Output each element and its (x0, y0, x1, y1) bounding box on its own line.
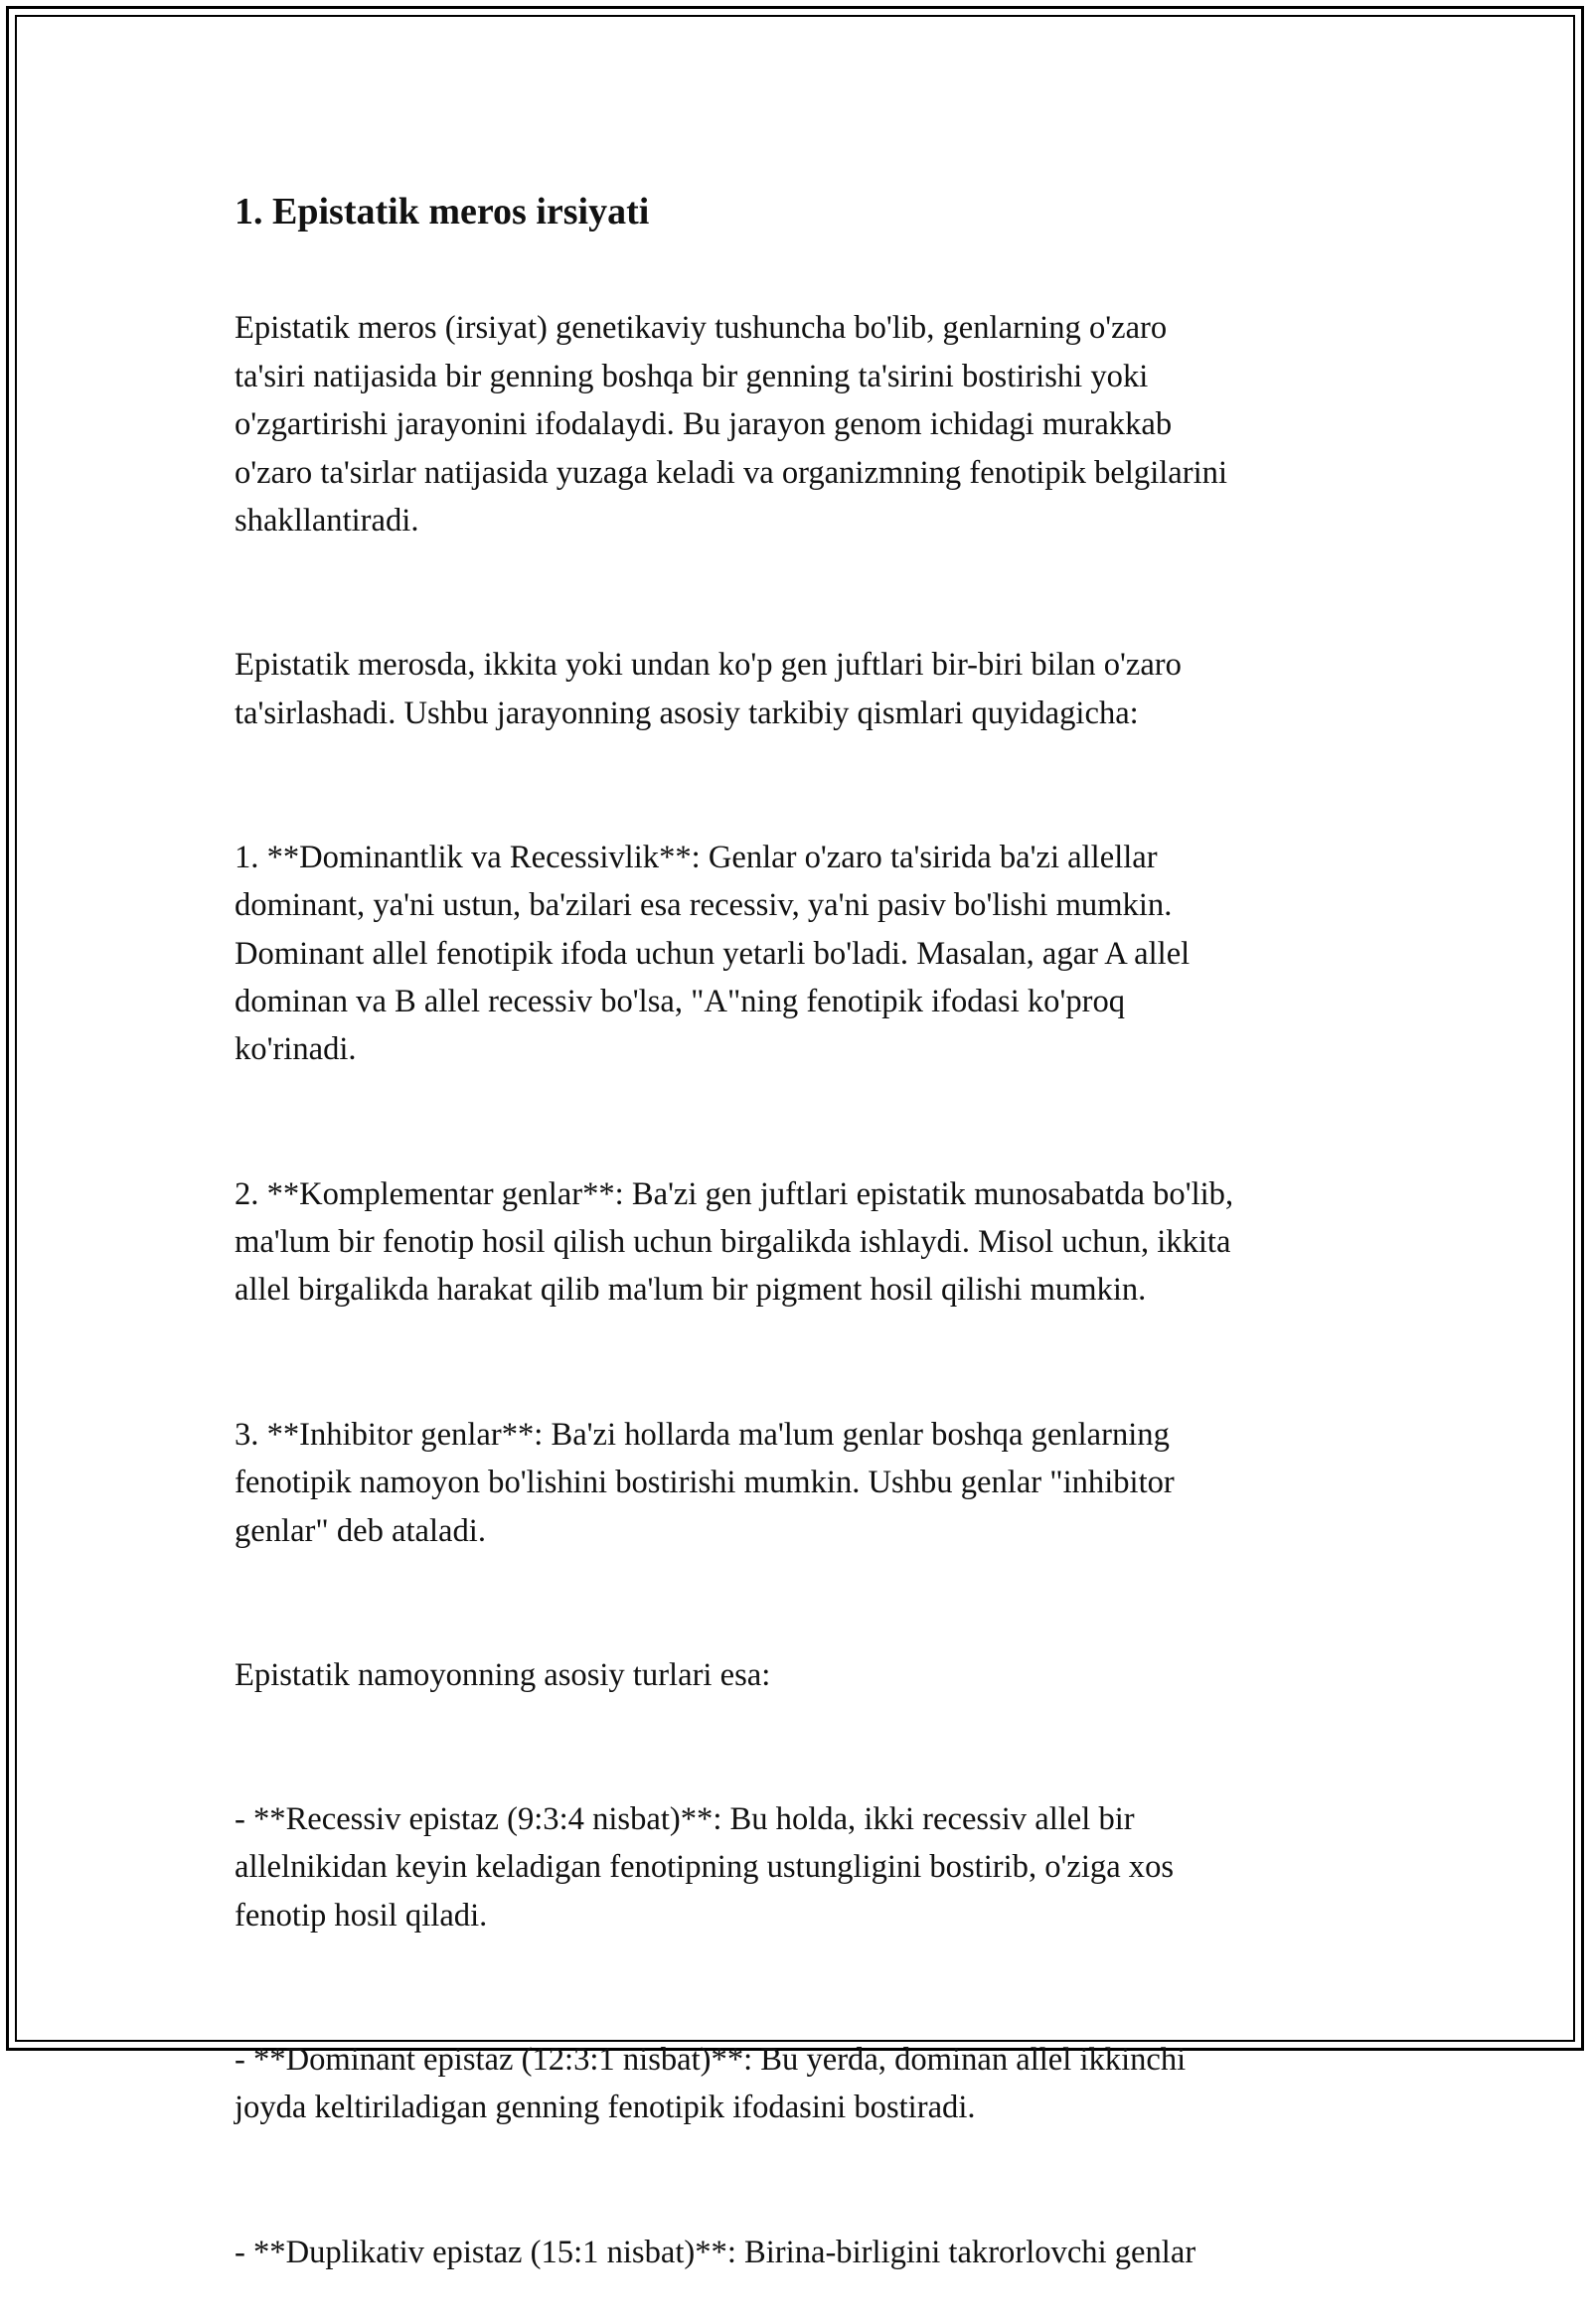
paragraph-gene-pairs: Epistatik merosda, ikkita yoki undan ko'p gen juftlari bir-biri bilan o'zaro ta'sirlashadi. Ushbu jarayonning asosiy tarkibiy qismlari quyidagicha: (235, 647, 1182, 731)
list-item-complementary: 2. **Komplementar genlar**: Ba'zi gen juftlari epistatik munosabatda bo'lib, ma'lum bir fenotip hosil qilish uchun birgalikda ishlaydi. Misol uchun, ikkita allel birgalikda harakat qilib ma'lum bir pigment hosil qilishi mumkin. (235, 1175, 1234, 1309)
paragraph-types-intro: Epistatik namoyonning asosiy turlari esa: (235, 1656, 771, 1693)
list-item-dominance: 1. **Dominantlik va Recessivlik**: Genlar o'zaro ta'sirida ba'zi allellar dominant, ya'ni ustun, ba'zilari esa recessiv, ya'ni pasiv bo'lishi mumkin. Dominant allel fenotipik ifoda uchun yetarli bo'ladi. Masalan, agar A allel dominan va B allel recessiv bo'lsa, "A"ning fenotipik ifodasi ko'proq ko'rinadi. (235, 839, 1191, 1068)
document-content (235, 187, 1377, 2324)
bullet-duplicate-epistasis: - **Duplikativ epistaz (15:1 nisbat)**: Birina-birligini takrorlovchi genlar (235, 2234, 1196, 2270)
paragraph-intro: Epistatik meros (irsiyat) genetikaviy tushuncha bo'lib, genlarning o'zaro ta'siri natijasida bir genning boshqa bir genning ta'sirini bostirishi yoki o'zgartirishi jarayonini ifodalaydi. Bu jarayon genom ichidagi murakkab o'zaro ta'sirlar natijasida yuzaga keladi va organizmning fenotipik belgilarini shakllantiradi. (235, 310, 1227, 540)
document-body (235, 256, 1377, 2324)
bullet-dominant-epistasis: - **Dominant epistaz (12:3:1 nisbat)**: Bu yerda, dominan allel ikkinchi joyda keltiriladigan genning fenotipik ifodasini bostiradi. (235, 2041, 1187, 2126)
bullet-recessive-epistasis: - **Recessiv epistaz (9:3:4 nisbat)**: Bu holda, ikki recessiv allel bir allelnikidan keyin keladigan fenotipning ustungligini bostirib, o'ziga xos fenotip hosil qiladi. (235, 1800, 1175, 1934)
document-heading: 1. Epistatik meros irsiyati (235, 191, 650, 232)
list-item-inhibitor: 3. **Inhibitor genlar**: Ba'zi hollarda ma'lum genlar boshqa genlarning fenotipik namoyon bo'lishini bostirishi mumkin. Ushbu genlar "inhibitor genlar" deb ataladi. (235, 1416, 1175, 1549)
